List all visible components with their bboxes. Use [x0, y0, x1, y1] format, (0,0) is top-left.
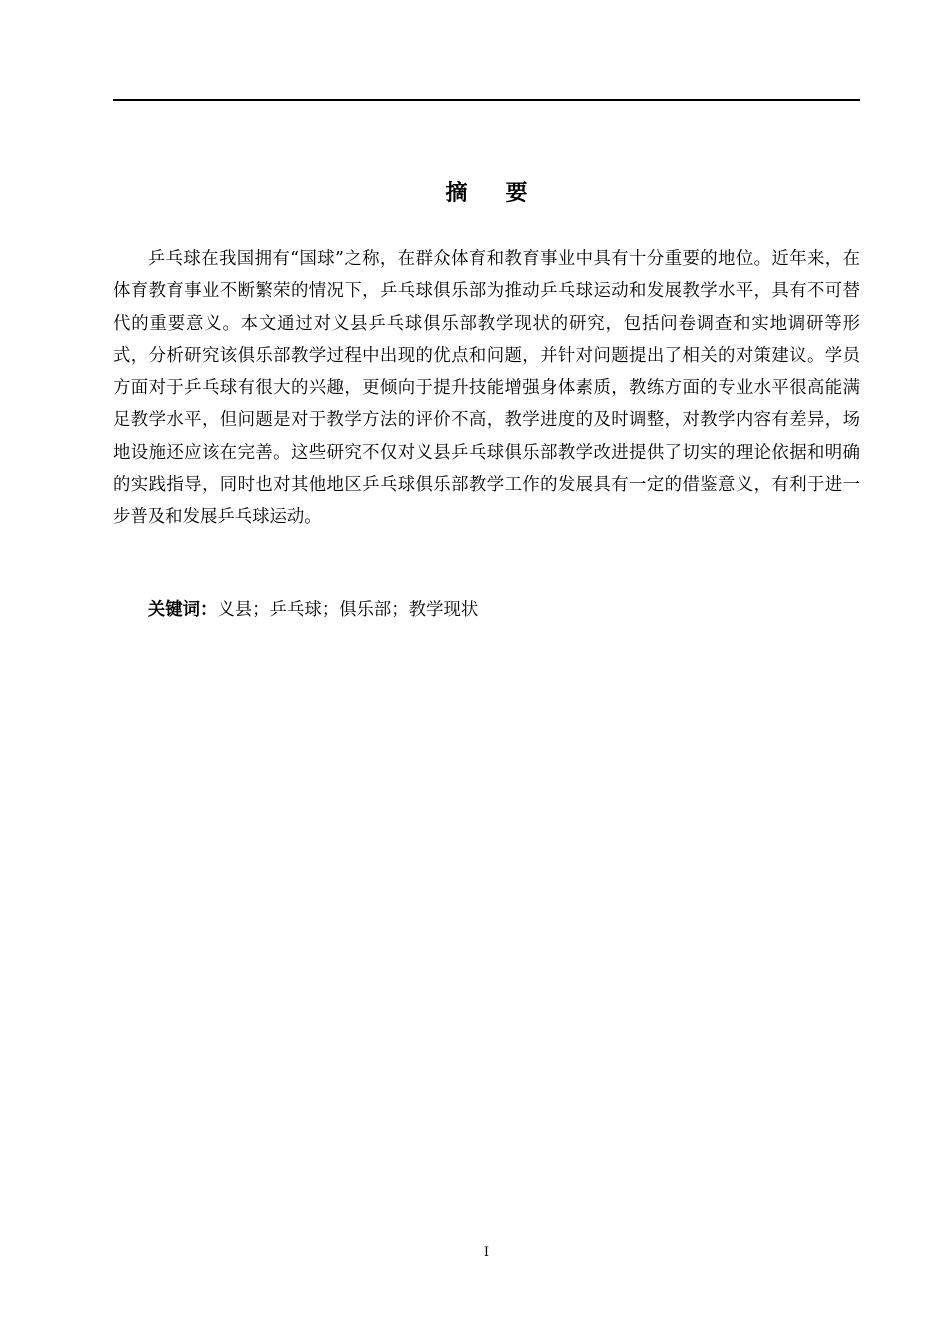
header-rule	[113, 99, 860, 101]
page-number: I	[483, 1245, 490, 1260]
keywords-label: 关键词：	[147, 600, 218, 620]
keywords-line	[113, 594, 860, 626]
keywords-value: 义县；乒乓球；俱乐部；教学现状	[217, 600, 479, 620]
abstract-paragraph: 乒乓球在我国拥有“国球”之称，在群众体育和教育事业中具有十分重要的地位。近年来，在体育教育事业不断繁荣的情况下，乒乓球俱乐部为推动乒乓球运动和发展教学水平，具有不可替代的重要意义。本文通过对义县乒乓球俱乐部教学现状的研究，包括问卷调查和实地调研等形式，分析研究该俱乐部教学过程中出现的优点和问题，并针对问题提出了相关的对策建议。学员方面对于乒乓球有很大的兴趣，更倾向于提升技能增强身体素质，教练方面的专业水平很高能满足教学水平，但问题是对于教学方法的评价不高，教学进度的及时调整，对教学内容有差异，场地设施还应该在完善。这些研究不仅对义县乒乓球俱乐部教学改进提供了切实的理论依据和明确的实践指导，同时也对其他地区乒乓球俱乐部教学工作的发展具有一定的借鉴意义，有利于进一步普及和发展乒乓球运动。	[113, 249, 860, 528]
page-title: 摘要	[445, 181, 566, 206]
